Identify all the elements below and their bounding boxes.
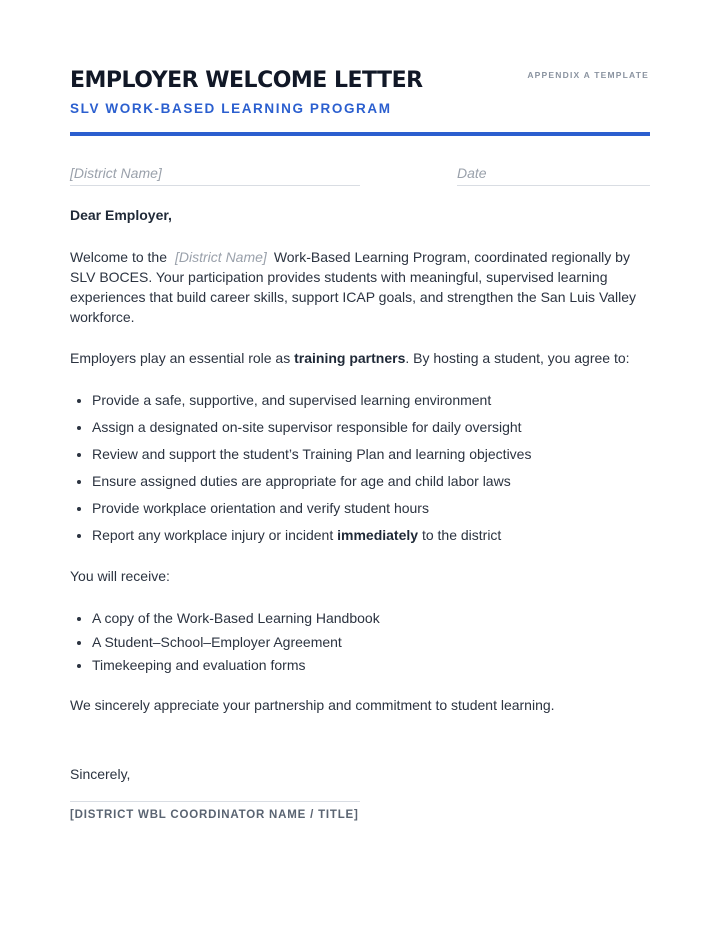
receive-lead: You will receive: xyxy=(70,568,170,584)
header-rule xyxy=(70,132,650,136)
salutation: Dear Employer, xyxy=(70,207,172,223)
date-field[interactable]: Date xyxy=(457,165,650,186)
signature-label: [DISTRICT WBL COORDINATOR NAME / TITLE] xyxy=(70,809,359,821)
list-item: • Ensure assigned duties are appropriate for age and child labor laws xyxy=(92,471,650,498)
list-item: • Review and support the student’s Training Plan and learning objectives xyxy=(92,444,650,471)
inline-district-placeholder[interactable]: [District Name] xyxy=(175,249,267,265)
roles-text-start: Employers play an essential role as xyxy=(70,350,295,366)
list-item: • Timekeeping and evaluation forms xyxy=(92,655,650,679)
welcome-text-start: Welcome to the xyxy=(70,249,168,265)
receive-list xyxy=(70,608,650,679)
list-item: • Provide workplace orientation and verify student hours xyxy=(92,498,650,525)
list-item: • A copy of the Work-Based Learning Handbook xyxy=(92,608,650,632)
list-item xyxy=(92,525,650,552)
document-title: EMPLOYER WELCOME LETTER xyxy=(70,68,423,93)
appendix-label: APPENDIX A TEMPLATE xyxy=(527,70,649,80)
list-item: • Provide a safe, supportive, and supervised learning environment xyxy=(92,390,650,417)
welcome-text-end: Work-Based Learning Program, coordinated regionally by SLV BOCES. Your participation provides students with meaningful, supervised learning experiences that build career skills, support ICAP goals, and strengthen the San Luis Valley workforce. xyxy=(70,249,637,325)
roles-emphasis: training partners xyxy=(294,350,406,366)
welcome-paragraph xyxy=(70,247,650,327)
duty-emphasis: immediately xyxy=(337,527,419,543)
signature-line[interactable] xyxy=(70,801,360,802)
letter-body xyxy=(70,205,650,784)
roles-paragraph xyxy=(70,348,650,368)
document-subtitle: SLV WORK-BASED LEARNING PROGRAM xyxy=(70,101,392,116)
list-item: • Assign a designated on-site supervisor responsible for daily oversight xyxy=(92,417,650,444)
duty-text-end: to the district xyxy=(418,527,502,543)
closing: Sincerely, xyxy=(70,766,131,783)
duty-text-start: Report any workplace injury or incident xyxy=(92,527,338,543)
district-name-field[interactable]: [District Name] xyxy=(70,165,360,186)
appreciation-paragraph: We sincerely appreciate your partnership and commitment to student learning. xyxy=(70,697,555,714)
employer-duties-list xyxy=(70,390,650,552)
roles-text-end: . By hosting a student, you agree to: xyxy=(405,350,630,366)
list-item: • A Student–School–Employer Agreement xyxy=(92,632,650,656)
